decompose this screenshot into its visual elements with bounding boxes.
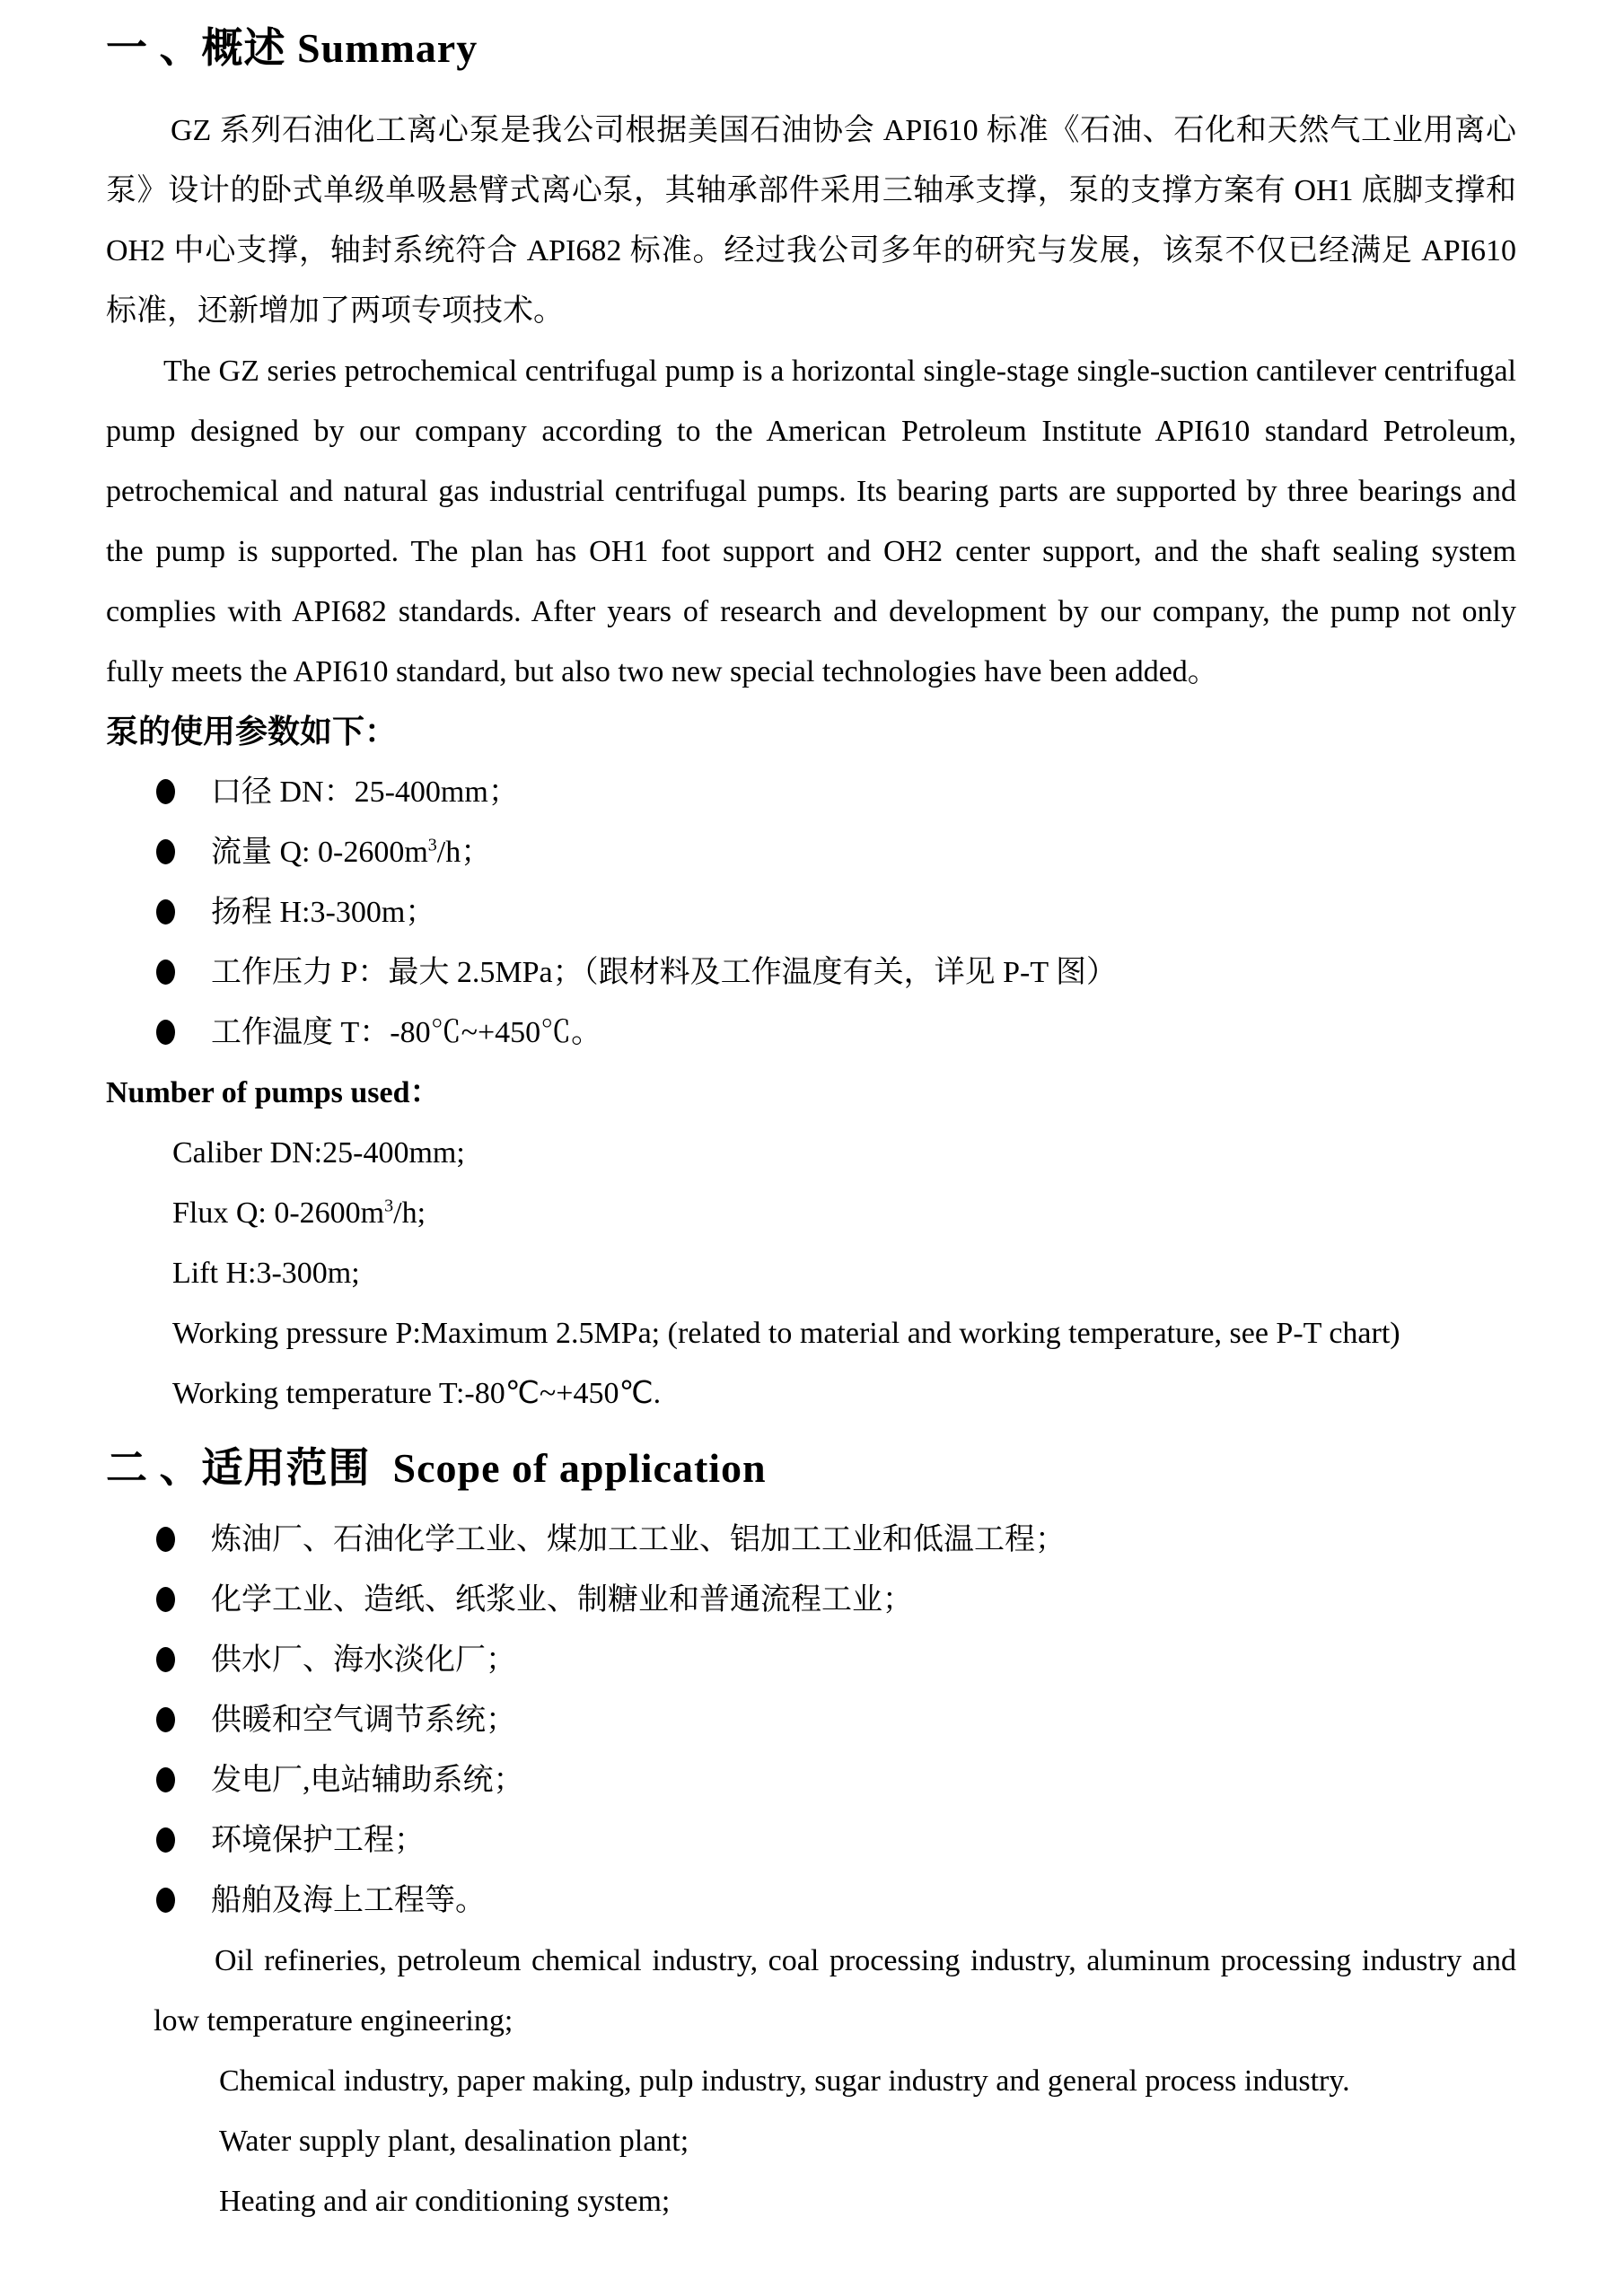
- summary-paragraph-en: The GZ series petrochemical centrifugal pump is a horizontal single-stage single-suction cantilever centrifugal pump designed by our company according to the American Petroleum Institute API610 standard Petroleum, petrochemical and natural gas industrial centrifugal pumps. Its bearing parts are supported by three bearings and the pump is supported. The plan has OH1 foot support and OH2 center support, and the shaft sealing system complies with API682 standards. After years of research and development by our company, the pump not only fully meets the API610 standard, but also two new special technologies have been added。: [106, 355, 1516, 688]
- list-item: [106, 822, 1516, 882]
- bullet-text: 工作压力 P：最大 2.5MPa；（跟材料及工作温度有关，详见 P-T 图）: [211, 956, 1118, 989]
- list-item: [106, 1871, 1516, 1931]
- bullet-text: 船舶及海上工程等。: [211, 1884, 486, 1917]
- list-item: [106, 1810, 1516, 1871]
- bullet-icon: [156, 1527, 175, 1552]
- bullet-icon: [156, 1707, 175, 1732]
- param-line: [106, 1183, 1516, 1243]
- param-text: /h;: [393, 1196, 426, 1230]
- bullet-icon: [156, 1767, 175, 1792]
- param-text: Working temperature T:-80℃~+450℃.: [172, 1377, 662, 1410]
- bullet-icon: [156, 1827, 175, 1853]
- bullet-icon: [156, 899, 175, 925]
- param-line: [106, 1123, 1516, 1183]
- param-text: Flux Q: 0-2600m: [172, 1196, 385, 1230]
- bullet-text: 炼油厂、石油化学工业、煤加工工业、铝加工工业和低温工程；: [211, 1523, 1066, 1556]
- pump-params-list-en: [106, 1123, 1516, 1424]
- pump-params-heading-cn: 泵的使用参数如下：: [106, 714, 398, 749]
- list-item: [106, 942, 1516, 1003]
- list-item: [106, 1750, 1516, 1810]
- section1-heading: 一 、概述 Summary: [106, 25, 478, 71]
- bullet-icon: [156, 1647, 175, 1672]
- applications-list-cn: [106, 1510, 1516, 1931]
- bullet-icon: [156, 960, 175, 985]
- bullet-icon: [156, 1888, 175, 1913]
- bullet-text: 供水厂、海水淡化厂；: [211, 1643, 516, 1677]
- pump-params-list-cn: [106, 762, 1516, 1063]
- list-item: [106, 1003, 1516, 1063]
- bullet-icon: [156, 1587, 175, 1612]
- bullet-text: 化学工业、造纸、纸浆业、制糖业和普通流程工业；: [211, 1583, 913, 1617]
- list-item: [106, 1570, 1516, 1630]
- list-item: [106, 1690, 1516, 1750]
- bullet-text: 发电厂,电站辅助系统；: [211, 1764, 524, 1797]
- summary-paragraph-cn: GZ 系列石油化工离心泵是我公司根据美国石油协会 API610 标准《石油、石化和天然气工业用离心泵》设计的卧式单级单吸悬臂式离心泵，其轴承部件采用三轴承支撑，泵的支撑方案有 OH1 底脚支撑和 OH2 中心支撑，轴封系统符合 API682 标准。经过我公司多年的研究与发展，该泵不仅已经满足 API610 标准，还新增加了两项专项技术。: [106, 114, 1516, 328]
- param-line: [106, 1303, 1516, 1363]
- applications-paragraph-en-1: Oil refineries, petroleum chemical industry, coal processing industry, aluminum processing industry and low temperature engineering;: [154, 1944, 1516, 2037]
- list-item: [106, 1630, 1516, 1690]
- bullet-icon: [156, 1020, 175, 1045]
- param-line: [106, 1243, 1516, 1303]
- pump-params-heading-en: Number of pumps used：: [106, 1076, 441, 1109]
- param-text: Lift H:3-300m;: [172, 1257, 360, 1290]
- bullet-text: 流量 Q: 0-2600m: [211, 836, 428, 869]
- applications-lines-en: [106, 2051, 1516, 2231]
- superscript: 3: [384, 1196, 394, 1216]
- bullet-icon: [156, 779, 175, 804]
- bullet-text: /h；: [436, 836, 492, 869]
- applications-line-en: Water supply plant, desalination plant;: [219, 2125, 689, 2158]
- bullet-text: 工作温度 T：-80℃~+450℃。: [211, 1016, 602, 1049]
- list-item: [106, 762, 1516, 822]
- bullet-icon: [156, 839, 175, 864]
- applications-line-en: Chemical industry, paper making, pulp industry, sugar industry and general process industry.: [219, 2064, 1350, 2098]
- param-line: [106, 1363, 1516, 1424]
- section2-heading: 二 、适用范围 Scope of application: [106, 1445, 767, 1491]
- list-item: [106, 882, 1516, 942]
- param-text: Caliber DN:25-400mm;: [172, 1136, 465, 1170]
- applications-line-en: Heating and air conditioning system;: [219, 2185, 671, 2218]
- bullet-text: 口径 DN：25-400mm；: [211, 776, 519, 809]
- bullet-text: 环境保护工程；: [211, 1824, 425, 1857]
- superscript: 3: [427, 835, 437, 855]
- list-item: [106, 1510, 1516, 1570]
- bullet-text: 供暖和空气调节系统；: [211, 1704, 516, 1737]
- bullet-text: 扬程 H:3-300m；: [211, 896, 436, 929]
- param-text: Working pressure P:Maximum 2.5MPa; (related to material and working temperature, see P-T chart): [172, 1317, 1400, 1350]
